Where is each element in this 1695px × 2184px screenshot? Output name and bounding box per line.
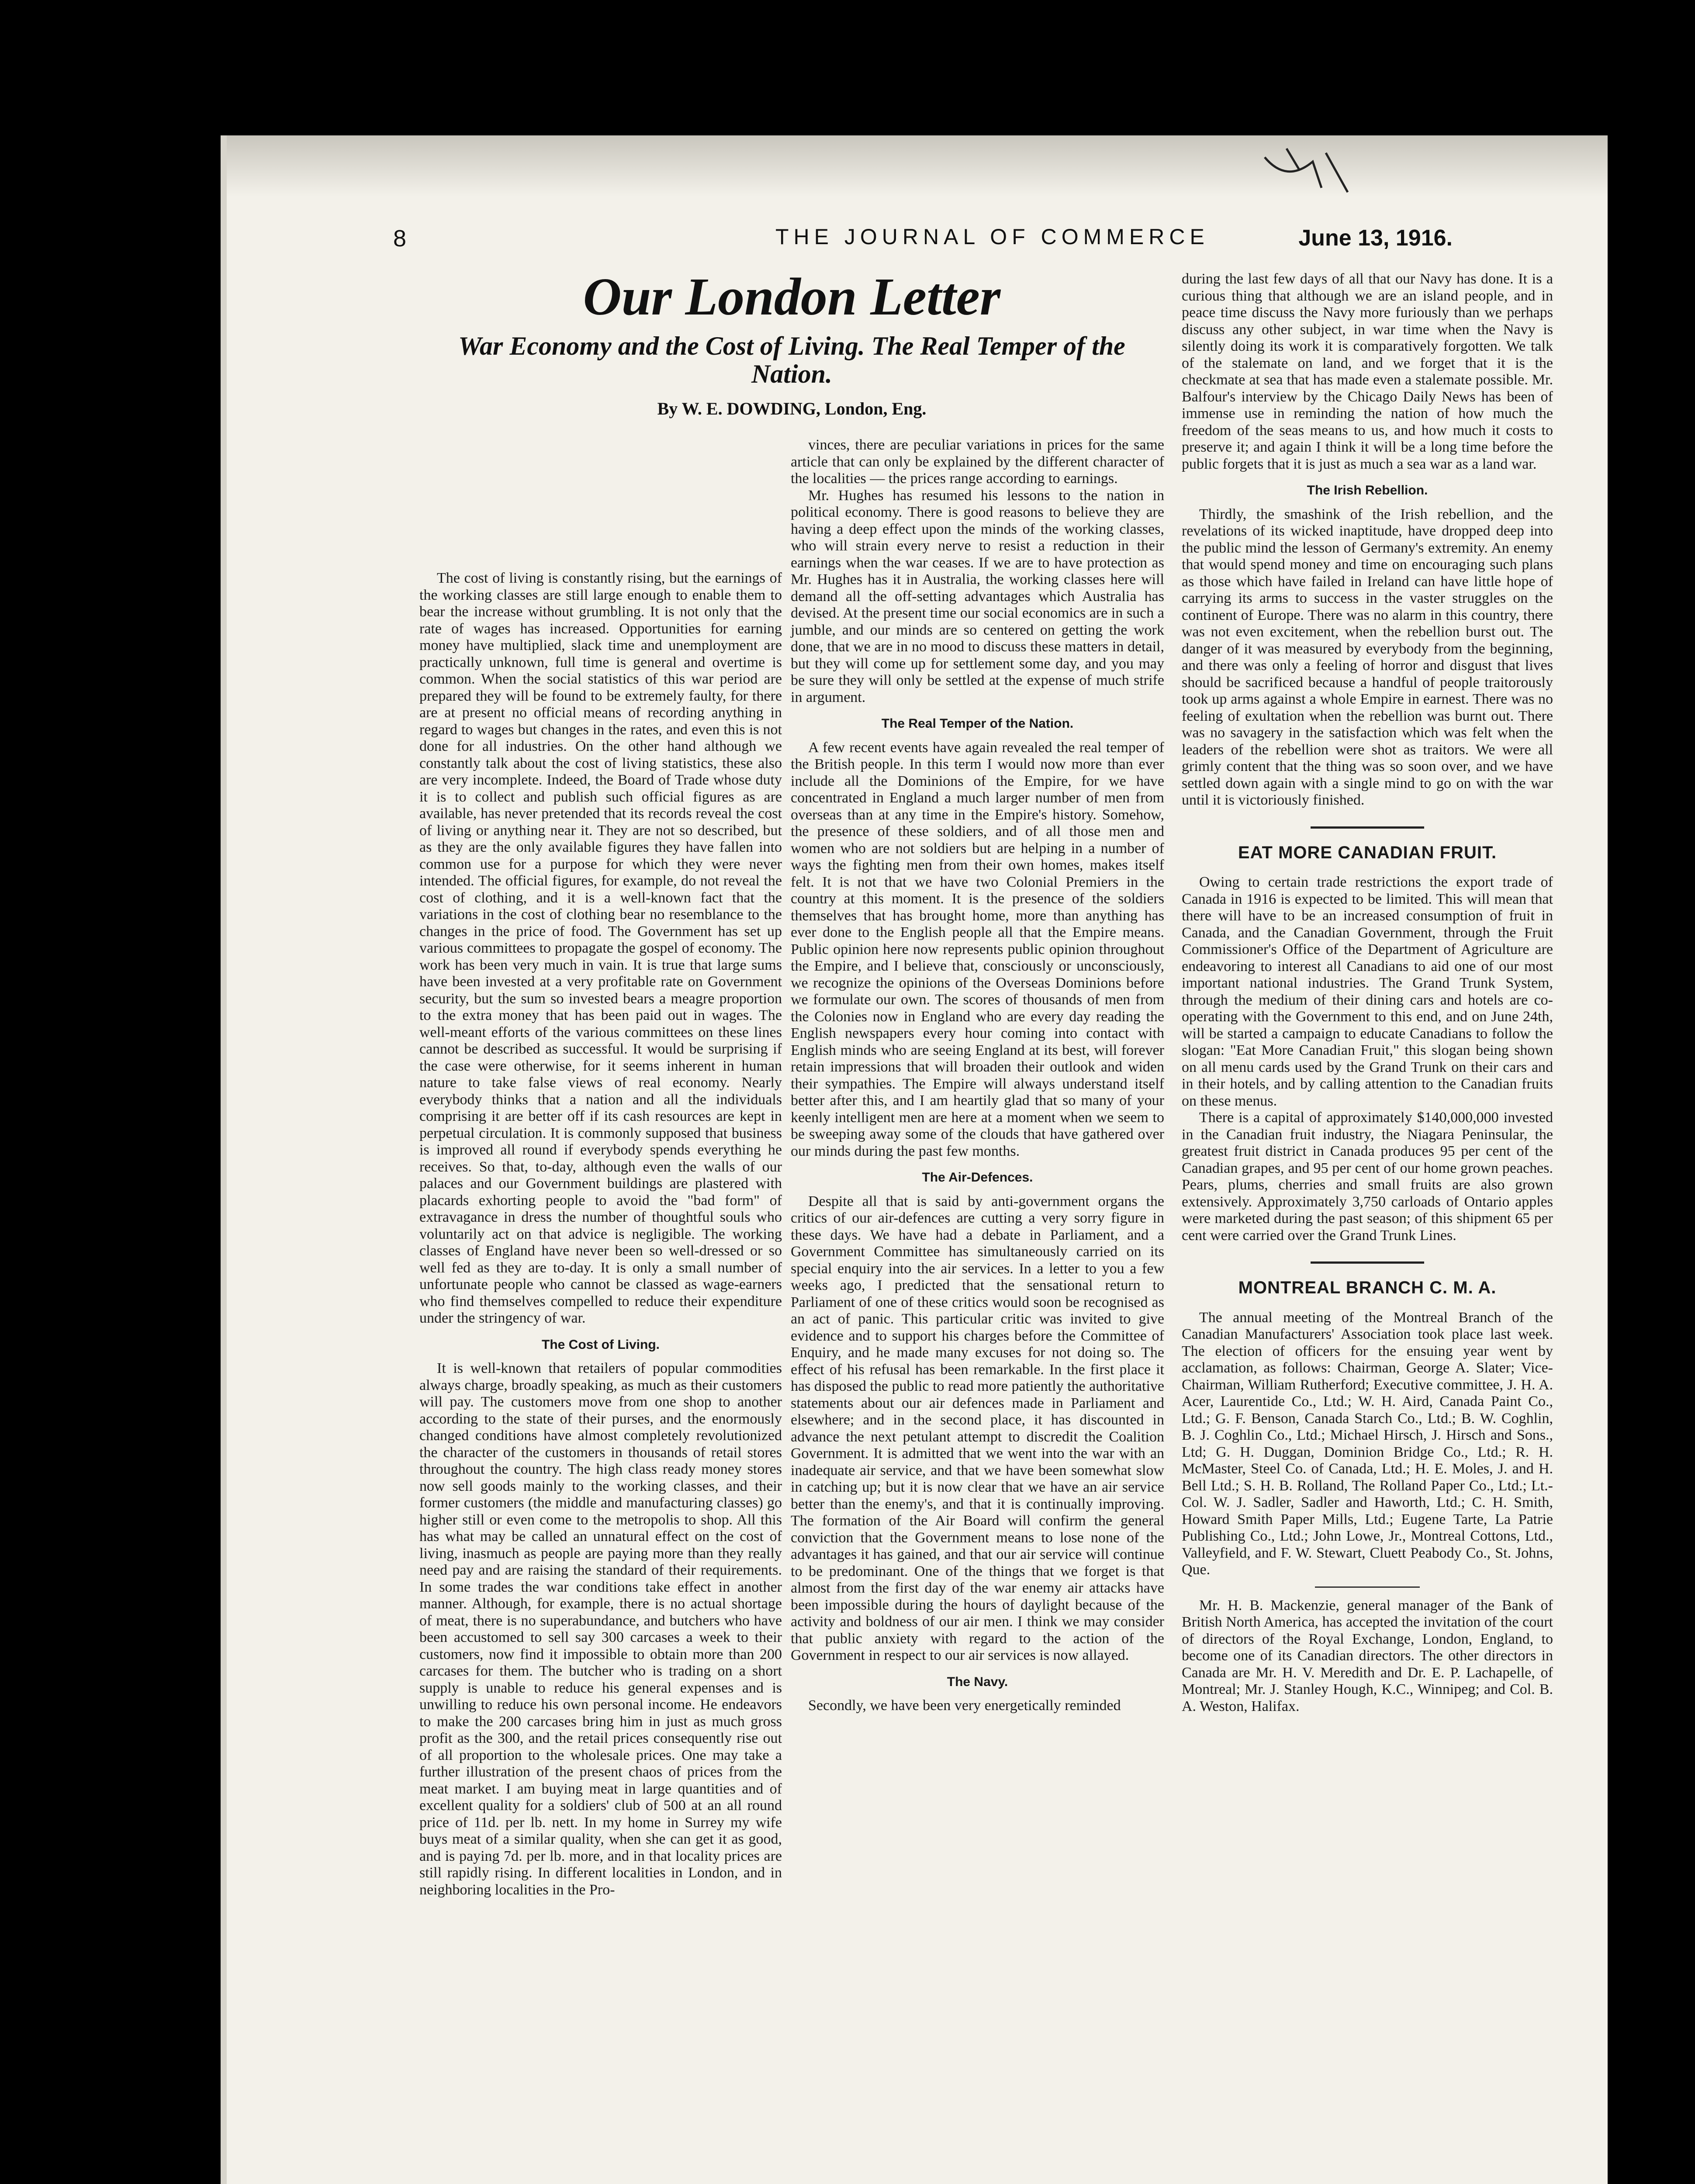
- article-title: Our London Letter: [583, 267, 1001, 326]
- column-2: [791, 437, 1164, 1714]
- cma-article-title: MONTREAL BRANCH C. M. A.: [1238, 1278, 1497, 1297]
- section-divider: [1311, 826, 1424, 829]
- article-byline: By W. E. DOWDING, London, Eng.: [657, 399, 927, 418]
- page-number: 8: [393, 225, 407, 252]
- article-heading: [419, 266, 1164, 419]
- section-heading: The Irish Rebellion.: [1307, 483, 1428, 498]
- issue-date: June 13, 1916.: [1298, 225, 1453, 251]
- body-paragraph: during the last few days of all that our Navy has done. It is a curious thing that although we are an island people, and in peace time discuss the Navy more furiously than we perhaps discuss any other subject, in war time when the Navy is silently doing its work it is comparatively forgotten. We talk of the stalemate on land, and we forget that it is the checkmate at sea that has made even a stalemate possible. Mr. Balfour's interview by the Chicago Daily News has been of immense use in reminding the nation of how much the freedom of the seas means to us, and how much it costs to preserve it; and again I think it will be a long time before the public forgets that it is just as much a sea war as a land war.: [1182, 271, 1553, 472]
- section-heading: The Air-Defences.: [922, 1170, 1033, 1185]
- section-heading: The Navy.: [947, 1674, 1008, 1689]
- body-paragraph: Secondly, we have been very energetically reminded: [808, 1697, 1121, 1714]
- body-paragraph: It is well-known that retailers of popular commodities always charge, broadly speaking, as much as their customers will pay. The customers move from one shop to another according to the state of their purses, and the enormously changed conditions have almost completely revolutionized the character of the customers in thousands of retail stores throughout the country. The high class ready money stores now sell goods mainly to the working classes, and their former customers (the middle and manufacturing classes) go higher still or even come to the metropolis to shop. All this has what may be called an unnatural effect on the cost of living, inasmuch as people are paying more than they really need pay and are raising the standard of their requirements. In some trades the war conditions take effect in another manner. Although, for example, there is no actual shortage of meat, there is no superabundance, and butchers who have been accustomed to sell say 300 carcases a week to their customers, now find it impossible to obtain more than 200 carcases for them. The butcher who is trading on a short supply is unable to reduce his general expenses and is unwilling to reduce his own personal income. He endeavors to make the 200 carcases bring him in just as much gross profit as the 300, and the retail prices consequently rise out of all proportion to the wholesale prices. One may take a further illustration of the present chaos of prices from the meat market. I am buying meat in large quantities and of excellent quality for a soldiers' club of 500 at an all round price of 11d. per lb. nett. In my home in Surrey my wife buys meat of a similar quality, when she can get it as good, and is paying 7d. per lb. more, and in that locality prices are still rapidly rising. In different localities in London, and in neighboring localities in the Pro-: [419, 1360, 782, 1898]
- column-3: [1182, 271, 1553, 1715]
- body-paragraph: The annual meeting of the Montreal Branch of the Canadian Manufacturers' Association took place last week. The election of officers for the ensuing year went by acclamation, as follows: Chairman, George A. Slater; Vice-Chairman, William Rutherford; Executive committee, J. H. A. Acer, Laurentide Co., Ltd.; W. H. Aird, Canada Paint Co., Ltd.; G. F. Benson, Canada Starch Co., Ltd.; B. W. Coghlin, B. J. Coghlin Co., Ltd.; Michael Hirsch, J. Hirsch and Sons., Ltd; G. H. Duggan, Dominion Bridge Co., Ltd.; R. H. McMaster, Steel Co. of Canada, Ltd.; H. E. Moles, J. and H. Bell Ltd.; S. H. B. Rolland, The Rolland Paper Co., Ltd.; Lt.-Col. W. J. Sadler, Sadler and Haworth, Ltd.; C. H. Smith, Howard Smith Paper Mills, Ltd.; Eugene Tarte, La Patrie Publishing Co., Ltd.; John Lowe, Jr., Montreal Cottons, Ltd., Valleyfield, and F. W. Stewart, Cluett Peabody Co., St. Johns, Que.: [1182, 1309, 1553, 1578]
- newspaper-page: [221, 135, 1608, 2184]
- section-divider: [1311, 1261, 1424, 1264]
- body-paragraph: Owing to certain trade restrictions the export trade of Canada in 1916 is expected to be limited. This will mean that there will have to be an increased consumption of fruit in Canada, and the Canadian Government, through the Fruit Commissioner's Office of the Department of Agriculture are endeavoring to interest all Canadians to aid one of our most important national industries. The Grand Trunk System, through the medium of their dining cars and hotels are co-operating with the Government to this end, and on June 24th, will be started a campaign to educate Canadians to follow the slogan: "Eat More Canadian Fruit," this slogan being shown on all menu cards used by the Grand Trunk on their cars and in their hotels, and by calling attention to the Canadian fruits on these menus.: [1182, 874, 1553, 1109]
- page-top-shading: [221, 135, 1608, 197]
- section-heading: The Cost of Living.: [542, 1337, 660, 1352]
- body-paragraph: vinces, there are peculiar variations in prices for the same article that can only be explained by the different character of the localities — the prices range according to earnings.: [791, 437, 1164, 487]
- body-paragraph: Mr. H. B. Mackenzie, general manager of the Bank of British North America, has accepted the invitation of the court of directors of the Royal Exchange, London, England, to become one of its Canadian directors. The other directors in Canada are Mr. H. V. Meredith and Dr. E. P. Lachapelle, of Montreal; Mr. J. Stanley Hough, K.C., Winnipeg; and Col. B. A. Weston, Halifax.: [1182, 1597, 1553, 1714]
- article-subtitle: War Economy and the Cost of Living. The Real Temper of the Nation.: [458, 332, 1125, 388]
- body-paragraph: A few recent events have again revealed the real temper of the British people. In this term I would now more than ever include all the Dominions of the Empire, for we have concentrated in England a much larger number of men from overseas than at any time in the Empire's history. Somehow, the presence of these soldiers, and of all those men and women who are not soldiers but are helping in a number of ways the fighting men from their own homes, makes itself felt. It is not that we have two Colonial Premiers in the country at this moment. It is the presence of the soldiers themselves that has brought home, more than anything has ever done to the English people all that the Empire means. Public opinion here now represents public opinion throughout the Empire, and I believe that, consciously or unconsciously, we recognize the opinions of the Overseas Dominions before we formulate our own. The scores of thousands of men from the Colonies now in England who are every day reading the English newspapers every hour coming into contact with English minds who are seeing England at its best, will forever retain impressions that will broaden their outlook and widen their sympathies. The Empire will always understand itself better after this, and I am heartily glad that so many of your keenly intelligent men are here at a moment when we seem to be sweeping away some of the clouds that have gathered over our minds during the past few months.: [791, 739, 1164, 1159]
- body-paragraph: Thirdly, the smashink of the Irish rebellion, and the revelations of its wicked inaptitude, have dropped deep into the public mind the lesson of Germany's extremity. An enemy that would spend money and time on encouraging such plans as those which have failed in Ireland can have little hope of carrying its arms to success in the vaster struggles on the continent of Europe. There was no alarm in this country, there was not even excitement, when the rebellion burst out. The danger of it was measured by everybody from the beginning, and there was only a feeling of horror and disgust that lives should be sacrificed because a handful of people traitorously took up arms against a whole Empire in earnest. There was no feeling of exultation when the rebellion was burnt out. There was no savagery in the satisfaction which was felt when the leaders of the rebellion were shot as traitors. We were all grimly content that the thing was so soon over, and we have settled down again with a single mind to go on with the war until it is victoriously finished.: [1182, 506, 1553, 808]
- body-paragraph: The cost of living is constantly rising, but the earnings of the working classes are still large enough to enable them to bear the increase without grumbling. It is not only that the rate of wages has increased. Opportunities for earning money have multiplied, slack time and unemployment are practically unknown, full time is general and overtime is common. When the social statistics of this war period are prepared they will be found to be extremely faulty, for there are at present no official means of recording anything in regard to wages but changes in the rates, and even this is not done for all industries. On the other hand although we constantly talk about the cost of living statistics, these also are very incomplete. Indeed, the Board of Trade whose duty it is to collect and publish such official figures as are available, has never pretended that its records reveal the cost of living or anything near it. They are not so described, but as they are the only available figures they have fallen into common use for a purpose for which they were never intended. The official figures, for example, do not reveal the cost of clothing, and it is a well-known fact that the variations in the cost of clothing bear no resemblance to the changes in the price of food. The Government has set up various committees to propagate the gospel of economy. The work has been very much in vain. It is true that large sums have been invested at a very profitable rate on Government security, but the sum so invested bears a meagre proportion to the extra money that has been paid out in wages. The well-meant efforts of the various committees on these lines cannot be described as successful. It would be surprising if the case were otherwise, for it seems inherent in human nature to take false views of real economy. Nearly everybody thinks that a nation and all the individuals comprising it are better off if its cash resources are kept in perpetual circulation. It is commonly supposed that business is improved all round if everybody spends everything he receives. So that, to-day, although even the walls of our palaces and our Government buildings are plastered with placards exhorting people to avoid the "bad form" of extravagance in dress the number of thoughtful souls who voluntarily act on that advice is negligible. The working classes of England have never been so well-dressed or so well fed as they are to-day. It is only a small number of unfortunate people who cannot be classed as wage-earners who find themselves compelled to reduce their expenditure under the stringency of war.: [419, 570, 782, 1326]
- section-heading: The Real Temper of the Nation.: [881, 716, 1074, 731]
- body-paragraph: Mr. Hughes has resumed his lessons to the nation in political economy. There is good reasons to believe they are having a deep effect upon the minds of the working classes, who will strain every nerve to resist a reduction in their earnings when the war ceases. If we are to have protection as Mr. Hughes has it in Australia, the working classes here will demand all the off-setting advantages which Australia has devised. At the present time our social economics are in such a jumble, and our minds are so centered on getting the work done, that we are in no mood to discuss these matters in detail, but they will come up for settlement some day, and you may be sure they will only be settled at the expense of much strife in argument.: [791, 487, 1164, 705]
- fruit-article-title: EAT MORE CANADIAN FRUIT.: [1238, 843, 1497, 862]
- column-1: [419, 570, 782, 1898]
- publication-name: THE JOURNAL OF COMMERCE: [775, 225, 1209, 249]
- body-paragraph: Despite all that is said by anti-government organs the critics of our air-defences are cutting a very sorry figure in these days. We have had a debate in Parliament, and a Government Committee has simultaneously carried on its special enquiry into the air services. In a letter to you a few weeks ago, I predicted that the sensational return to Parliament of one of these critics would soon be recognised as an act of panic. This particular critic was invited to give evidence and to support his charges before the Committee of Enquiry, and he made many excuses for not doing so. The effect of his refusal has been remarkable. In the first place it has disposed the public to read more patiently the authoritative statements about our air defences made in Parliament and elsewhere; and in the second place, it has discounted in advance the next petulant attempt to discredit the Coalition Government. It is admitted that we went into the war with an inadequate air service, and that we have been somewhat slow in catching up; but it is now clear that we have an air service better than the enemy's, and that it is continually improving. The formation of the Air Board will confirm the general conviction that the Government means to lose none of the advantages it has gained, and that our air service will continue to be predominant. One of the things that we forget is that almost from the first day of the war enemy air attacks have been impossible during the hours of daylight because of the activity and boldness of our air men. I think we may consider that public anxiety with regard to the action of the Government in respect to our air services is now allayed.: [791, 1193, 1164, 1663]
- body-paragraph: There is a capital of approximately $140,000,000 invested in the Canadian fruit industry, the Niagara Peninsular, the greatest fruit district in Canada produces 95 per cent of the Canadian grapes, and 95 per cent of our home grown peaches. Pears, plums, cherries and small fruits are also grown extensively. Approximately 3,750 carloads of Ontario apples were marketed during the past season; of this shipment 65 per cent were carried over the Grand Trunk Lines.: [1182, 1109, 1553, 1244]
- page-header: [221, 221, 1608, 256]
- page-edge: [221, 135, 227, 2184]
- torn-edge-mark: [1260, 144, 1370, 197]
